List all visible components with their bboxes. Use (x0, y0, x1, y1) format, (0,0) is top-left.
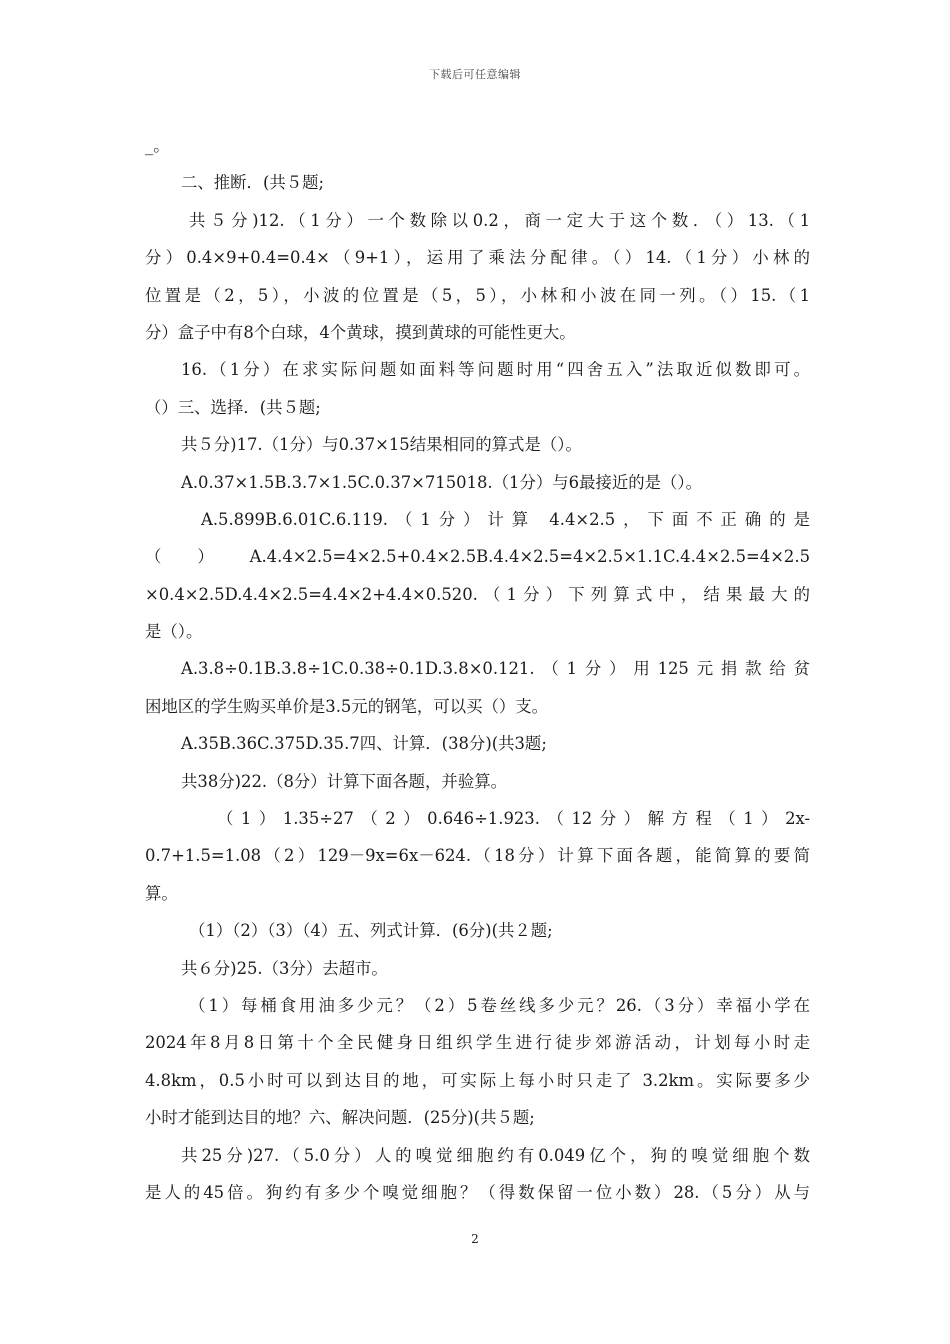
text-line: A.3.8÷0.1B.3.8÷1C.0.38÷0.1D.3.8×0.121.（1分）用125元捐款给贫 (181, 659, 810, 679)
text-line: （1）1.35÷27（2）0.646÷1.923.（12分）解方程（1）2x- (217, 809, 810, 829)
text-line: （1）每桶食用油多少元？（2）5卷丝线多少元？26.（3分）幸福小学在 (189, 995, 810, 1015)
text-line: A.0.37×1.5B.3.7×1.5C.0.37×715018.（1分）与6最接近的是（）。 (181, 472, 702, 492)
text-line: ×0.4×2.5D.4.4×2.5=4.4×2+4.4×0.520.（1分）下列算式中，结果最大的 (145, 584, 810, 604)
text-line: 共25分)27.（5.0分）人的嗅觉细胞约有0.049亿个，狗的嗅觉细胞个数 (181, 1145, 810, 1165)
text-line: 16.（1分）在求实际问题如面料等问题时用“四舍五入”法取近似数即可。 (181, 360, 810, 380)
text-line: 困地区的学生购买单价是3.5元的钢笔，可以买（）支。 (145, 696, 549, 716)
text-line: 是（）。 (145, 622, 203, 642)
section-heading-choice: （）三、选择．(共５题; (145, 397, 321, 417)
section-heading-problem-solving: 小时才能到达目的地？六、解决问题．(25分)(共５题; (145, 1108, 535, 1128)
text-line: 分）盒子中有8个白球，4个黄球，摸到黄球的可能性更大。 (145, 322, 576, 342)
text-line: （）A.4.4×2.5=4×2.5+0.4×2.5B.4.4×2.5=4×2.5×1.1C.4.4×2.5=4×2.5 (145, 547, 810, 567)
text-line: 4.8km，0.5小时可以到达目的地，可实际上每小时只走了 3.2km。实际要多少 (145, 1070, 810, 1090)
section-heading-judgement: 二、推断．(共５题; (181, 173, 325, 193)
section-heading-calculation: A.35B.36C.375D.35.7四、计算．(38分)(共3题; (181, 734, 547, 754)
text-line: 算。 (145, 883, 178, 903)
text-line: 分）0.4×9+0.4=0.4×（9+1），运用了乘法分配律。（）14.（1分）小林的 (145, 248, 810, 268)
text-line: 共５分)17.（1分）与0.37×15结果相同的算式是（）。 (181, 435, 582, 455)
page-header: 下载后可任意编辑 (429, 68, 521, 81)
text-line: A.5.899B.6.01C.6.119.（1分）计算 4.4×2.5，下面不正确的是 (201, 509, 810, 529)
text-line: _。 (145, 136, 170, 155)
section-heading-expression: （1）（2）（3）（4）五、列式计算．(6分)(共２题; (189, 921, 553, 941)
text-line: 共６分)25.（3分）去超市。 (181, 958, 388, 978)
text-line: 是人的45倍。狗约有多少个嗅觉细胞？（得数保留一位小数）28.（5分）从与 (145, 1182, 810, 1202)
text-line: 共５分)12.（1分）一个数除以0.2，商一定大于这个数．（）13.（1 (189, 210, 810, 230)
text-line: 位置是（2，5），小波的位置是（5，5），小林和小波在同一列。（）15.（1 (145, 285, 810, 305)
page-number: 2 (471, 1232, 479, 1246)
text-line: 共38分)22.（8分）计算下面各题，并验算。 (181, 771, 507, 791)
document-body (145, 127, 810, 1211)
text-line: 0.7+1.5=1.08（2）129－9x=6x－624.（18分）计算下面各题，能简算的要简 (145, 846, 810, 866)
text-line: 2024年8月8日第十个全民健身日组织学生进行徒步郊游活动，计划每小时走 (145, 1033, 810, 1053)
